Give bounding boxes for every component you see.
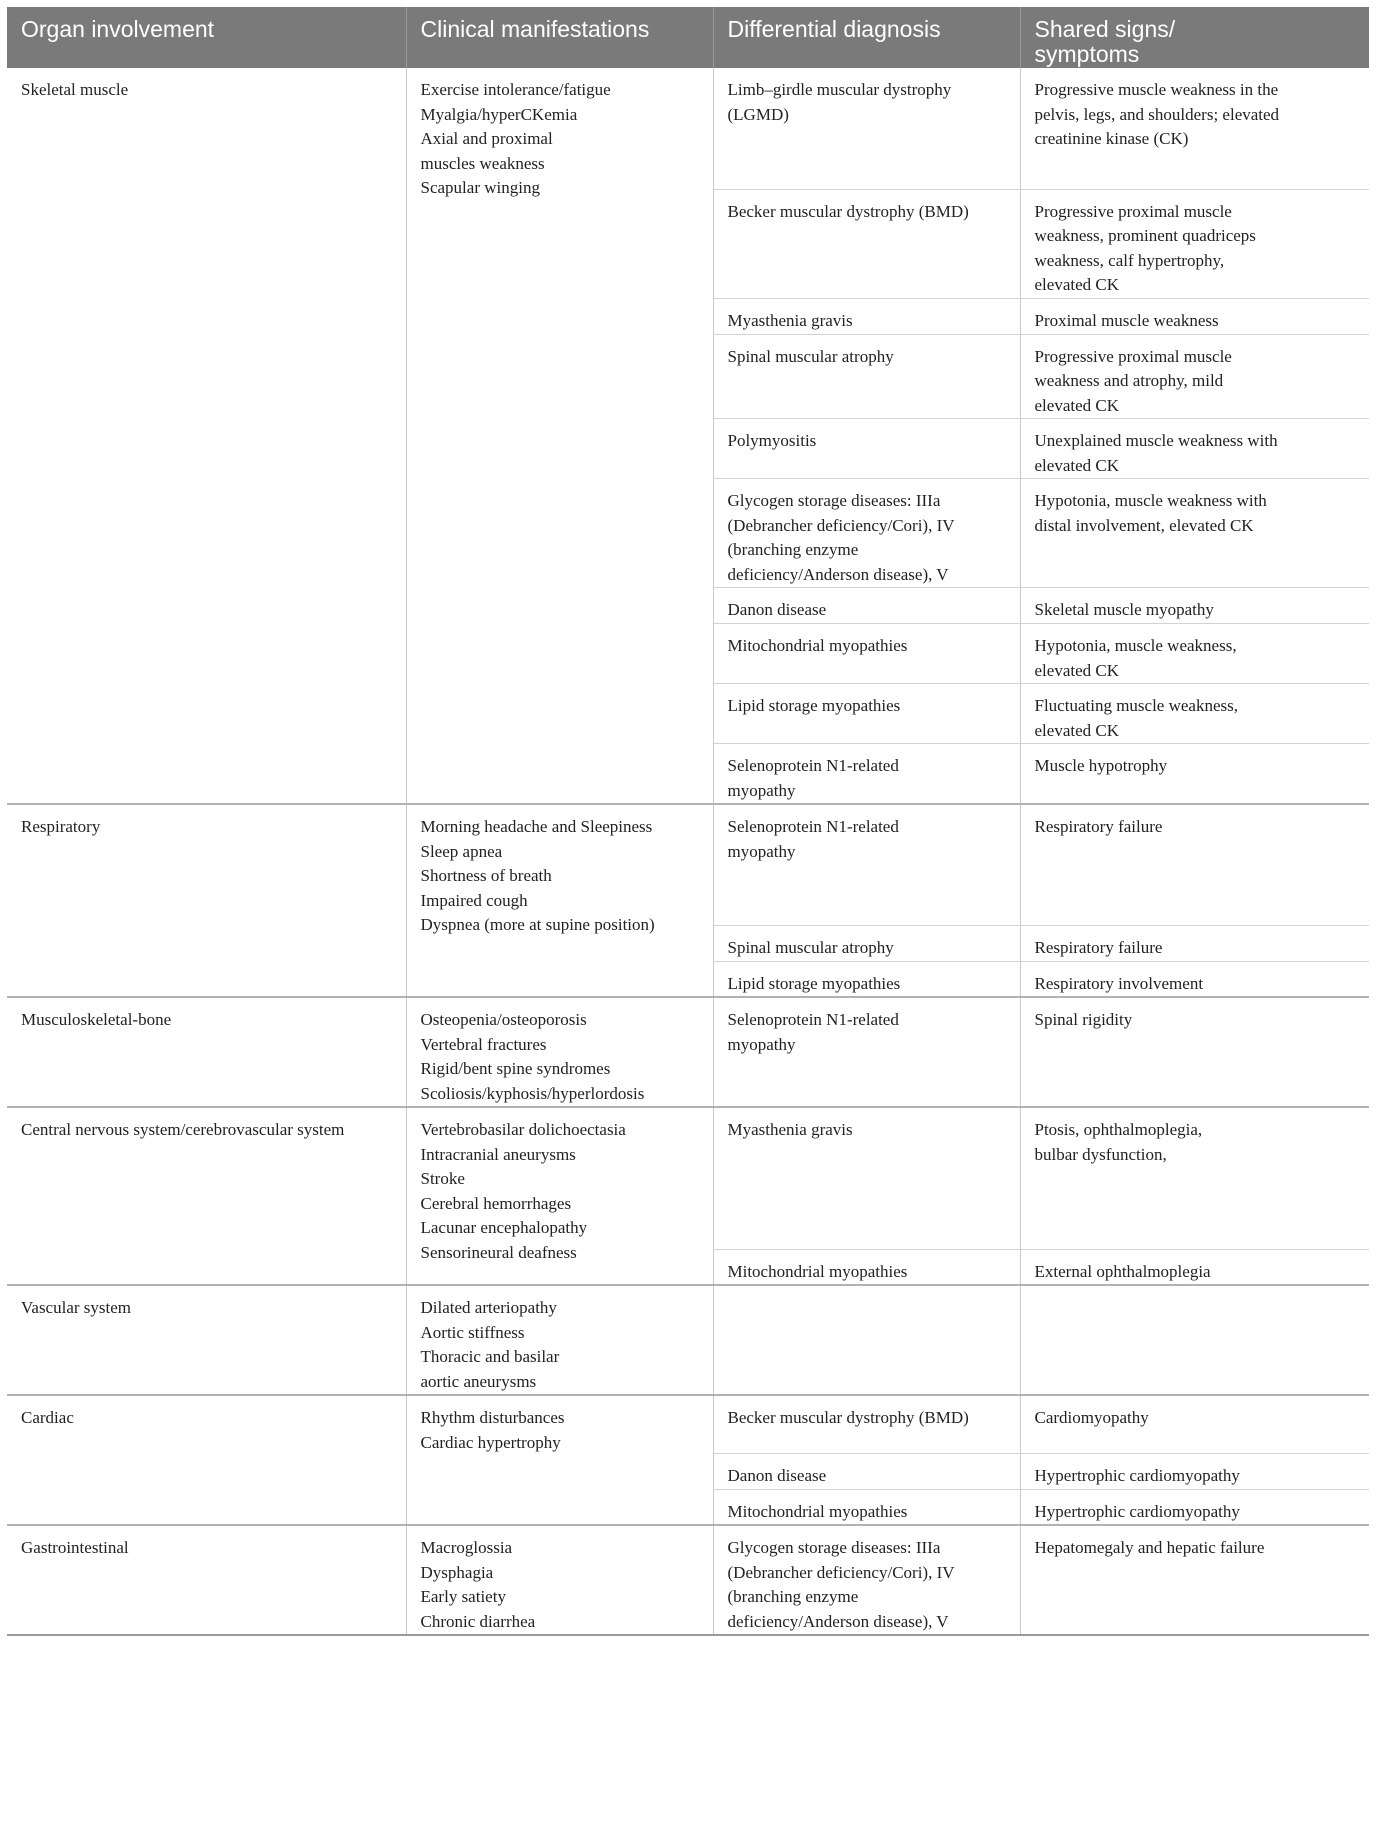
diagnosis-cell bbox=[713, 68, 1020, 189]
diagnosis-cell-line: myopathy bbox=[727, 841, 796, 861]
shared-signs-cell-line: pelvis, legs, and shoulders; elevated bbox=[1034, 104, 1280, 124]
shared-signs-cell-line: distal involvement, elevated CK bbox=[1034, 515, 1254, 535]
header-shared-line-2: symptoms bbox=[1034, 41, 1140, 67]
shared-signs-cell-line: Progressive proximal muscle bbox=[1034, 346, 1232, 366]
manifestations-cell-line: Intracranial aneurysms bbox=[420, 1144, 576, 1164]
shared-signs-cell-line: weakness, prominent quadriceps bbox=[1034, 226, 1256, 245]
diagnosis-cell bbox=[713, 334, 1020, 419]
shared-signs-cell-line: Muscle hypotrophy bbox=[1034, 756, 1168, 775]
shared-signs-cell-line: Ptosis, ophthalmoplegia, bbox=[1034, 1120, 1203, 1139]
diagnosis-cell-line: myopathy bbox=[727, 780, 796, 800]
shared-signs-cell-line: Spinal rigidity bbox=[1034, 1010, 1133, 1029]
diagnosis-cell-line: deficiency/Anderson disease), V bbox=[727, 564, 949, 584]
shared-signs-cell bbox=[1020, 744, 1369, 805]
shared-signs-cell bbox=[1020, 624, 1369, 684]
diagnosis-cell bbox=[713, 624, 1020, 684]
shared-signs-cell-line: elevated CK bbox=[1034, 455, 1119, 475]
shared-signs-cell-line: Hypertrophic cardiomyopathy bbox=[1034, 1465, 1240, 1485]
diagnosis-cell bbox=[713, 1107, 1020, 1249]
diagnosis-cell-line: Danon disease bbox=[727, 1465, 827, 1485]
shared-signs-cell-line: elevated CK bbox=[1034, 660, 1119, 680]
shared-signs-cell bbox=[1020, 1525, 1369, 1635]
shared-signs-cell-line: Unexplained muscle weakness with bbox=[1034, 431, 1278, 450]
shared-signs-cell-line: weakness and atrophy, mild bbox=[1034, 371, 1224, 390]
manifestations-cell bbox=[406, 1395, 713, 1525]
table-row bbox=[7, 1285, 1369, 1395]
manifestations-cell-line: Dysphagia bbox=[420, 1562, 494, 1582]
shared-signs-cell bbox=[1020, 684, 1369, 744]
manifestations-cell bbox=[406, 804, 713, 997]
header-shared-line-1: Shared signs/ bbox=[1034, 16, 1176, 42]
manifestations-cell-line: Myalgia/hyperCKemia bbox=[420, 104, 578, 124]
diagnosis-cell bbox=[713, 997, 1020, 1107]
manifestations-cell-line: Rigid/bent spine syndromes bbox=[420, 1059, 611, 1078]
diagnosis-cell bbox=[713, 925, 1020, 961]
diagnosis-cell bbox=[713, 419, 1020, 479]
diagnosis-cell bbox=[713, 298, 1020, 334]
shared-signs-cell-line: Hypotonia, muscle weakness with bbox=[1034, 491, 1267, 510]
diagnosis-cell-line: Becker muscular dystrophy (BMD) bbox=[727, 201, 969, 221]
shared-signs-cell bbox=[1020, 588, 1369, 624]
diagnosis-cell bbox=[713, 479, 1020, 588]
manifestations-cell-line: Vertebrobasilar dolichoectasia bbox=[420, 1120, 626, 1139]
manifestations-cell-line: Aortic stiffness bbox=[420, 1322, 525, 1342]
manifestations-cell-line: Shortness of breath bbox=[420, 866, 552, 885]
manifestations-cell-line: Rhythm disturbances bbox=[420, 1408, 565, 1427]
diagnosis-cell-line: Mitochondrial myopathies bbox=[727, 1501, 908, 1521]
diagnosis-cell-line: Spinal muscular atrophy bbox=[727, 346, 894, 366]
shared-signs-cell-line: Fluctuating muscle weakness, bbox=[1034, 696, 1238, 715]
diagnosis-cell bbox=[713, 1285, 1020, 1395]
organ-cell: Vascular system bbox=[7, 1285, 406, 1395]
organ-cell: Gastrointestinal bbox=[7, 1525, 406, 1635]
shared-signs-cell bbox=[1020, 1489, 1369, 1525]
shared-signs-cell bbox=[1020, 68, 1369, 189]
shared-signs-cell bbox=[1020, 804, 1369, 925]
manifestations-cell-line: Morning headache and Sleepiness bbox=[420, 817, 653, 836]
shared-signs-cell bbox=[1020, 334, 1369, 419]
diagnosis-cell bbox=[713, 588, 1020, 624]
diagnosis-cell bbox=[713, 1249, 1020, 1285]
diagnosis-cell-line: Selenoprotein N1-related bbox=[727, 817, 899, 836]
manifestations-cell-line: Thoracic and basilar bbox=[420, 1347, 560, 1366]
differential-diagnosis-table bbox=[7, 7, 1369, 1636]
manifestations-cell-line: aortic aneurysms bbox=[420, 1371, 537, 1391]
diagnosis-cell-line: Becker muscular dystrophy (BMD) bbox=[727, 1408, 969, 1427]
diagnosis-cell-line: Myasthenia gravis bbox=[727, 1120, 853, 1139]
shared-signs-cell bbox=[1020, 925, 1369, 961]
shared-signs-cell bbox=[1020, 298, 1369, 334]
shared-signs-cell bbox=[1020, 189, 1369, 298]
manifestations-cell-line: Exercise intolerance/fatigue bbox=[420, 80, 611, 99]
manifestations-cell bbox=[406, 1285, 713, 1395]
shared-signs-cell-line: Hypotonia, muscle weakness, bbox=[1034, 636, 1237, 655]
shared-signs-cell-line: External ophthalmoplegia bbox=[1034, 1261, 1211, 1281]
diagnosis-cell-line: (Debrancher deficiency/Cori), IV bbox=[727, 515, 955, 535]
diagnosis-cell bbox=[713, 1489, 1020, 1525]
manifestations-cell bbox=[406, 997, 713, 1107]
organ-cell: Central nervous system/cerebrovascular system bbox=[7, 1107, 406, 1285]
diagnosis-cell bbox=[713, 189, 1020, 298]
shared-signs-cell-line: Proximal muscle weakness bbox=[1034, 310, 1219, 330]
table-row bbox=[7, 1525, 1369, 1635]
header-organ: Organ involvement bbox=[7, 7, 406, 68]
header-differential: Differential diagnosis bbox=[713, 7, 1020, 68]
manifestations-cell-line: Early satiety bbox=[420, 1587, 506, 1606]
table-row bbox=[7, 1107, 1369, 1249]
diagnosis-cell bbox=[713, 1453, 1020, 1489]
diagnosis-cell bbox=[713, 684, 1020, 744]
manifestations-cell-line: Dilated arteriopathy bbox=[420, 1298, 557, 1317]
shared-signs-cell bbox=[1020, 1285, 1369, 1395]
header-manifestations: Clinical manifestations bbox=[406, 7, 713, 68]
manifestations-cell-line: Dyspnea (more at supine position) bbox=[420, 915, 655, 934]
diagnosis-cell-line: (branching enzyme bbox=[727, 540, 859, 559]
manifestations-cell-line: Impaired cough bbox=[420, 890, 528, 910]
manifestations-cell-line: Cerebral hemorrhages bbox=[420, 1193, 572, 1213]
shared-signs-cell bbox=[1020, 1107, 1369, 1249]
manifestations-cell bbox=[406, 68, 713, 804]
diagnosis-cell-line: Spinal muscular atrophy bbox=[727, 937, 894, 957]
diagnosis-cell-line: Mitochondrial myopathies bbox=[727, 1261, 908, 1281]
manifestations-cell-line: Macroglossia bbox=[420, 1538, 513, 1557]
table-container bbox=[7, 7, 1369, 1636]
diagnosis-cell-line: Selenoprotein N1-related bbox=[727, 756, 899, 775]
diagnosis-cell-line: (Debrancher deficiency/Cori), IV bbox=[727, 1562, 955, 1582]
diagnosis-cell-line: Glycogen storage diseases: IIIa bbox=[727, 1538, 941, 1557]
shared-signs-cell-line: Respiratory involvement bbox=[1034, 973, 1204, 993]
diagnosis-cell-line: Limb–girdle muscular dystrophy bbox=[727, 80, 952, 99]
manifestations-cell-line: Vertebral fractures bbox=[420, 1034, 547, 1054]
shared-signs-cell-line: Hypertrophic cardiomyopathy bbox=[1034, 1501, 1240, 1521]
diagnosis-cell-line: Lipid storage myopathies bbox=[727, 973, 901, 993]
diagnosis-cell-line: (branching enzyme bbox=[727, 1587, 859, 1606]
header-shared bbox=[1020, 7, 1369, 68]
diagnosis-cell-line: (LGMD) bbox=[727, 104, 789, 124]
diagnosis-cell-line: Selenoprotein N1-related bbox=[727, 1010, 899, 1029]
diagnosis-cell-line: Mitochondrial myopathies bbox=[727, 636, 908, 655]
shared-signs-cell-line: Respiratory failure bbox=[1034, 937, 1163, 957]
manifestations-cell-line: Cardiac hypertrophy bbox=[420, 1432, 561, 1452]
table-row bbox=[7, 997, 1369, 1107]
shared-signs-cell-line: elevated CK bbox=[1034, 720, 1119, 740]
diagnosis-cell bbox=[713, 1525, 1020, 1635]
organ-cell: Skeletal muscle bbox=[7, 68, 406, 804]
manifestations-cell-line: Chronic diarrhea bbox=[420, 1611, 536, 1631]
diagnosis-cell-line: myopathy bbox=[727, 1034, 796, 1054]
shared-signs-cell bbox=[1020, 419, 1369, 479]
shared-signs-cell bbox=[1020, 1453, 1369, 1489]
shared-signs-cell-line: elevated CK bbox=[1034, 275, 1119, 294]
shared-signs-cell-line: Cardiomyopathy bbox=[1034, 1408, 1149, 1427]
manifestations-cell-line: Stroke bbox=[420, 1169, 465, 1188]
table-row bbox=[7, 804, 1369, 925]
manifestations-cell-line: muscles weakness bbox=[420, 153, 545, 173]
shared-signs-cell bbox=[1020, 961, 1369, 997]
manifestations-cell bbox=[406, 1107, 713, 1285]
diagnosis-cell-line: Lipid storage myopathies bbox=[727, 696, 901, 715]
diagnosis-cell bbox=[713, 744, 1020, 805]
manifestations-cell-line: Sleep apnea bbox=[420, 841, 503, 861]
manifestations-cell-line: Scapular winging bbox=[420, 178, 540, 197]
manifestations-cell-line: Osteopenia/osteoporosis bbox=[420, 1010, 587, 1029]
table-row bbox=[7, 1395, 1369, 1453]
diagnosis-cell-line: Glycogen storage diseases: IIIa bbox=[727, 491, 941, 510]
shared-signs-cell-line: Skeletal muscle myopathy bbox=[1034, 600, 1214, 619]
diagnosis-cell-line: deficiency/Anderson disease), V bbox=[727, 1611, 949, 1631]
diagnosis-cell-line: Polymyositis bbox=[727, 431, 817, 450]
shared-signs-cell-line: weakness, calf hypertrophy, bbox=[1034, 250, 1225, 270]
shared-signs-cell-line: creatinine kinase (CK) bbox=[1034, 129, 1189, 148]
diagnosis-cell-line: Myasthenia gravis bbox=[727, 310, 853, 330]
organ-cell: Musculoskeletal-bone bbox=[7, 997, 406, 1107]
header-row bbox=[7, 7, 1369, 68]
shared-signs-cell-line: bulbar dysfunction, bbox=[1034, 1144, 1167, 1164]
shared-signs-cell bbox=[1020, 1249, 1369, 1285]
shared-signs-cell bbox=[1020, 997, 1369, 1107]
shared-signs-cell-line: elevated CK bbox=[1034, 395, 1119, 415]
organ-cell: Cardiac bbox=[7, 1395, 406, 1525]
table-row bbox=[7, 68, 1369, 189]
diagnosis-cell-line: Danon disease bbox=[727, 600, 827, 619]
diagnosis-cell bbox=[713, 804, 1020, 925]
shared-signs-cell-line: Hepatomegaly and hepatic failure bbox=[1034, 1538, 1265, 1557]
shared-signs-cell-line: Progressive muscle weakness in the bbox=[1034, 80, 1279, 99]
manifestations-cell-line: Scoliosis/kyphosis/hyperlordosis bbox=[420, 1083, 645, 1103]
diagnosis-cell bbox=[713, 1395, 1020, 1453]
shared-signs-cell bbox=[1020, 1395, 1369, 1453]
manifestations-cell-line: Sensorineural deafness bbox=[420, 1242, 577, 1262]
manifestations-cell-line: Axial and proximal bbox=[420, 129, 553, 148]
manifestations-cell-line: Lacunar encephalopathy bbox=[420, 1218, 588, 1237]
shared-signs-cell bbox=[1020, 479, 1369, 588]
shared-signs-cell-line: Respiratory failure bbox=[1034, 817, 1163, 836]
shared-signs-cell-line: Progressive proximal muscle bbox=[1034, 201, 1232, 221]
organ-cell: Respiratory bbox=[7, 804, 406, 997]
manifestations-cell bbox=[406, 1525, 713, 1635]
diagnosis-cell bbox=[713, 961, 1020, 997]
